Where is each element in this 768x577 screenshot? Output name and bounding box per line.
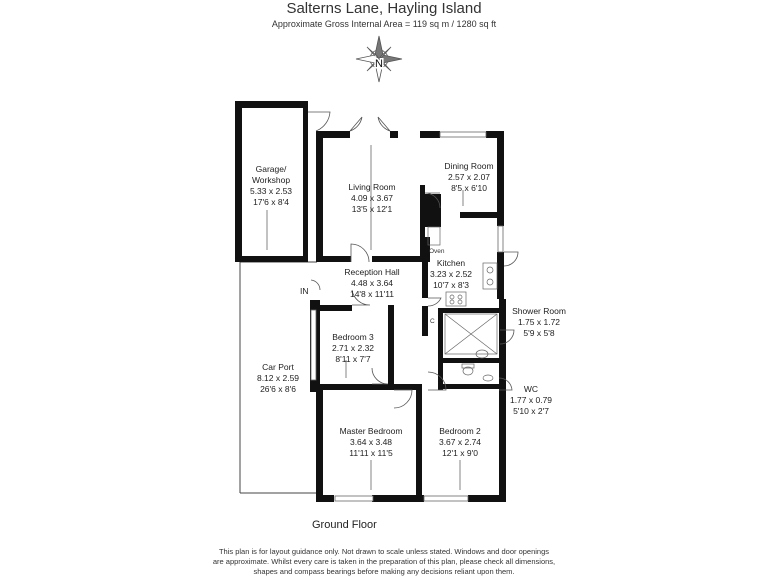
room-dining-imperial: 8'5 x 6'10 — [451, 183, 487, 193]
room-shower-room — [508, 306, 570, 339]
room-reception-name: Reception Hall — [344, 267, 400, 277]
gross-area-subtitle: Approximate Gross Internal Area = 119 sq m / 1280 sq ft — [271, 19, 497, 29]
disclaimer-line-1: This plan is for layout guidance only. Not drawn to scale unless stated. Windows and door openings — [218, 547, 550, 556]
room-shower-metric: 1.75 x 1.72 — [517, 317, 561, 327]
room-garage-workshop — [240, 164, 302, 208]
room-bedroom-2 — [428, 426, 492, 459]
room-bedroom-3 — [322, 332, 384, 365]
room-living-room — [330, 182, 414, 215]
room-shower-name: Shower Room — [512, 306, 566, 316]
room-wc-imperial: 5'10 x 2'7 — [513, 406, 549, 416]
room-kitchen — [422, 258, 480, 291]
room-wc-metric: 1.77 x 0.79 — [509, 395, 553, 405]
entrance-label: IN — [300, 286, 309, 296]
room-shower-imperial: 5'9 x 5'8 — [523, 328, 555, 338]
room-dining-name: Dining Room — [444, 161, 494, 171]
room-carport-metric: 8.12 x 2.59 — [256, 373, 300, 383]
room-bedroom3-metric: 2.71 x 2.32 — [331, 343, 375, 353]
room-dining-metric: 2.57 x 2.07 — [447, 172, 491, 182]
room-bedroom3-imperial: 8'11 x 7'7 — [335, 354, 371, 364]
room-dining-room — [436, 161, 502, 194]
room-garage-imperial: 17'6 x 8'4 — [253, 197, 289, 207]
room-living-name: Living Room — [348, 182, 396, 192]
room-bedroom3-name: Bedroom 3 — [332, 332, 374, 342]
disclaimer-line-2: are approximate. Whilst every care is taken in the preparation of this plan, please check all dimensions, — [212, 557, 556, 566]
room-master-metric: 3.64 x 3.48 — [349, 437, 393, 447]
room-reception-hall — [330, 267, 414, 300]
room-reception-metric: 4.48 x 3.64 — [350, 278, 394, 288]
disclaimer-line-3: shapes and compass bearings before making any decisions reliant upon them. — [253, 567, 515, 576]
room-reception-imperial: 14'8 x 11'11 — [349, 289, 395, 299]
room-garage-name: Garage/ — [255, 164, 287, 174]
room-kitchen-imperial: 10'7 x 8'3 — [433, 280, 469, 290]
room-garage-name2: Workshop — [251, 175, 291, 185]
room-wc — [508, 384, 554, 417]
room-master-bedroom — [328, 426, 414, 459]
room-living-imperial: 13'5 x 12'1 — [351, 204, 393, 214]
cupboard-label: C — [430, 318, 435, 325]
room-bedroom2-name: Bedroom 2 — [439, 426, 481, 436]
room-carport-name: Car Port — [262, 362, 294, 372]
plan-title: Salterns Lane, Hayling Island — [286, 0, 482, 17]
room-garage-metric: 5.33 x 2.53 — [249, 186, 293, 196]
bathroom-fittings — [445, 314, 497, 381]
room-master-name: Master Bedroom — [339, 426, 403, 436]
room-master-imperial: 11'11 x 11'5 — [349, 448, 393, 458]
room-kitchen-metric: 3.23 x 2.52 — [429, 269, 473, 279]
room-bedroom2-imperial: 12'1 x 9'0 — [442, 448, 478, 458]
room-kitchen-name: Kitchen — [436, 258, 466, 268]
room-bedroom2-metric: 3.67 x 2.74 — [438, 437, 482, 447]
disclaimer — [0, 547, 768, 577]
room-wc-name: WC — [523, 384, 539, 394]
room-carport-imperial: 26'6 x 8'6 — [260, 384, 296, 394]
room-living-metric: 4.09 x 3.67 — [350, 193, 394, 203]
floor-label: Ground Floor — [312, 519, 377, 531]
oven-label: Oven — [429, 248, 445, 255]
room-car-port — [244, 362, 312, 395]
compass-north-label: N — [375, 58, 383, 70]
